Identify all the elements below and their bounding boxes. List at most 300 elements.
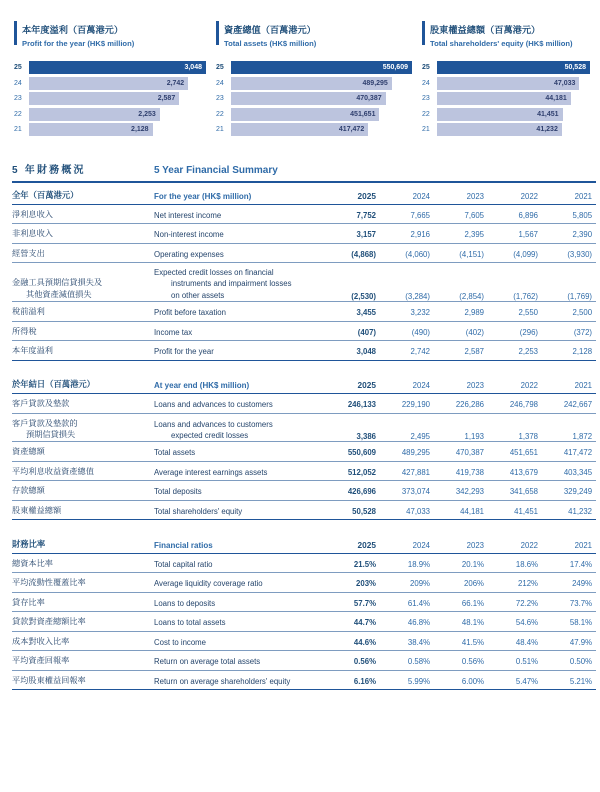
bar-track <box>437 61 590 74</box>
data-cell: 426,696 <box>326 481 380 501</box>
year-column-header: 2025 <box>326 183 380 205</box>
row-label-zh-cell <box>12 224 154 244</box>
bar-row <box>216 61 412 74</box>
data-cell: 50,528 <box>326 500 380 520</box>
data-cell: 54.6% <box>488 612 542 632</box>
bar-fill <box>29 61 206 74</box>
data-cell: 2,916 <box>380 224 434 244</box>
bar-track <box>231 77 412 90</box>
row-label-en-cell <box>154 670 326 690</box>
data-cell: 3,386 <box>326 413 380 442</box>
data-cell: 6.00% <box>434 670 488 690</box>
row-label-en-cell <box>154 321 326 341</box>
bar-year-label: 25 <box>14 64 22 72</box>
table-row <box>12 670 596 690</box>
table-row <box>12 413 596 442</box>
table-row <box>12 553 596 573</box>
chart-header <box>418 20 590 49</box>
data-cell: 3,048 <box>326 341 380 361</box>
row-label-zh-cell <box>12 302 154 322</box>
bar-fill <box>437 108 563 121</box>
row-label-zh: 所得稅 <box>12 326 37 336</box>
table-row <box>12 500 596 520</box>
data-cell: 41.5% <box>434 631 488 651</box>
bar-year-label: 23 <box>422 95 430 103</box>
charts-row <box>0 0 600 139</box>
table-row <box>12 302 596 322</box>
data-cell: (296) <box>488 321 542 341</box>
data-cell: (2,854) <box>434 263 488 302</box>
table-row <box>12 461 596 481</box>
data-cell: 203% <box>326 573 380 593</box>
table-row <box>12 631 596 651</box>
data-cell: (407) <box>326 321 380 341</box>
year-column-header: 2022 <box>488 532 542 554</box>
bar-row <box>216 108 412 121</box>
row-label-zh-cell <box>12 413 154 442</box>
accent-bar-icon <box>422 21 425 45</box>
bar-value-label: 41,232 <box>536 126 558 134</box>
row-label-zh-cell <box>12 243 154 263</box>
row-label-zh-cell <box>12 263 154 302</box>
data-cell: 342,293 <box>434 481 488 501</box>
bar-value-label: 550,609 <box>382 64 408 72</box>
row-label-zh <box>12 418 154 442</box>
data-cell: 512,052 <box>326 461 380 481</box>
data-cell: 419,738 <box>434 461 488 481</box>
data-cell: 18.9% <box>380 553 434 573</box>
row-label-zh-line: 客戶貸款及墊款的 <box>12 418 78 428</box>
bar-row <box>422 92 590 105</box>
row-label-zh: 稅前溢利 <box>12 307 45 316</box>
data-cell: 48.1% <box>434 612 488 632</box>
section-spacer <box>12 520 596 532</box>
data-cell: 38.4% <box>380 631 434 651</box>
row-label-en: Return on average shareholders' equity <box>154 676 291 686</box>
year-column-header: 2025 <box>326 372 380 394</box>
chart-header <box>10 20 206 49</box>
row-label-en: Loans to deposits <box>154 598 216 608</box>
data-cell: 2,395 <box>434 224 488 244</box>
data-cell: 2,253 <box>488 341 542 361</box>
data-cell: 3,232 <box>380 302 434 322</box>
table-row <box>12 321 596 341</box>
row-label-zh: 存款總額 <box>12 486 45 496</box>
data-cell: 5,805 <box>542 204 596 224</box>
bar-row <box>14 92 206 105</box>
chart-1 <box>10 20 206 139</box>
bar-group <box>10 61 206 136</box>
data-cell: 5.47% <box>488 670 542 690</box>
row-label-zh-line: 其他資產減值損失 <box>26 290 92 300</box>
row-label-en-line: expected credit losses <box>171 430 249 440</box>
data-cell: 212% <box>488 573 542 593</box>
row-label-en-cell <box>154 500 326 520</box>
bar-year-label: 25 <box>422 64 430 72</box>
bar-track <box>231 108 412 121</box>
bar-track <box>231 92 412 105</box>
data-cell: 2,500 <box>542 302 596 322</box>
row-label-zh: 非利息收入 <box>12 229 53 239</box>
row-label-zh: 本年度溢利 <box>12 346 53 355</box>
data-cell: (4,099) <box>488 243 542 263</box>
row-label-zh: 資產總額 <box>12 447 45 457</box>
bar-value-label: 50,528 <box>564 64 586 72</box>
row-label-en: Profit before taxation <box>154 308 226 317</box>
data-cell: 329,249 <box>542 481 596 501</box>
bar-row <box>14 123 206 136</box>
data-cell: 3,455 <box>326 302 380 322</box>
bar-track <box>231 123 412 136</box>
row-label-zh-cell <box>12 481 154 501</box>
bar-value-label: 2,253 <box>138 110 156 118</box>
bar-fill <box>437 123 562 136</box>
bar-year-label: 23 <box>216 95 224 103</box>
table-row <box>12 481 596 501</box>
data-cell: 0.56% <box>434 651 488 671</box>
chart-title-group <box>224 20 316 49</box>
data-cell: 206% <box>434 573 488 593</box>
row-label-en-cell <box>154 394 326 414</box>
row-label-zh <box>12 277 154 301</box>
row-label-en-cell <box>154 461 326 481</box>
row-label-en-cell <box>154 442 326 462</box>
page-title-row <box>12 161 596 180</box>
section-header-zh: 財務比率 <box>12 532 154 554</box>
data-cell: 1,567 <box>488 224 542 244</box>
row-label-en-cell <box>154 651 326 671</box>
bar-fill <box>437 92 571 105</box>
data-cell: 58.1% <box>542 612 596 632</box>
accent-bar-icon <box>216 21 219 45</box>
row-label-en: Total assets <box>154 448 196 458</box>
year-column-header: 2023 <box>434 532 488 554</box>
data-cell: 373,074 <box>380 481 434 501</box>
bar-value-label: 47,033 <box>553 79 576 87</box>
data-cell: 0.58% <box>380 651 434 671</box>
bar-track <box>437 77 590 90</box>
chart-3 <box>418 20 590 139</box>
row-label-zh: 淨利息收入 <box>12 209 53 219</box>
bar-row <box>216 77 412 90</box>
chart-title-en: Total assets (HK$ million) <box>224 39 317 49</box>
bar-row <box>216 123 412 136</box>
data-cell: 47,033 <box>380 500 434 520</box>
bar-value-label: 2,128 <box>131 126 149 134</box>
year-column-header: 2021 <box>542 532 596 554</box>
year-column-header: 2021 <box>542 372 596 394</box>
chart-header <box>212 20 412 49</box>
data-cell: 44,181 <box>434 500 488 520</box>
table-row <box>12 204 596 224</box>
chart-title-zh: 資產總值（百萬港元） <box>224 25 316 35</box>
data-cell: 246,798 <box>488 394 542 414</box>
bar-fill <box>29 92 179 105</box>
data-cell: 57.7% <box>326 592 380 612</box>
year-column-header: 2024 <box>380 532 434 554</box>
bar-track <box>29 61 206 74</box>
row-label-en: Total capital ratio <box>154 559 213 569</box>
data-cell: 6,896 <box>488 204 542 224</box>
bar-row <box>14 77 206 90</box>
bar-fill <box>437 61 590 74</box>
row-label-en-cell <box>154 413 326 442</box>
bar-row <box>14 61 206 74</box>
page-title-zh: 5 年財務概況 <box>12 164 86 176</box>
bar-row <box>422 123 590 136</box>
data-cell: 427,881 <box>380 461 434 481</box>
bar-track <box>29 108 206 121</box>
section-header-row <box>12 532 596 554</box>
data-cell: 5.21% <box>542 670 596 690</box>
chart-title-group <box>430 20 573 49</box>
row-label-en: Non-interest income <box>154 230 224 240</box>
row-label-en-line: Loans and advances to customers <box>154 419 273 429</box>
bar-year-label: 22 <box>14 110 22 118</box>
row-label-en <box>154 267 326 301</box>
data-cell: 3,157 <box>326 224 380 244</box>
page-title-en: 5 Year Financial Summary <box>154 164 278 176</box>
year-column-header: 2023 <box>434 372 488 394</box>
bar-row <box>422 77 590 90</box>
accent-bar-icon <box>14 21 17 45</box>
bar-year-label: 24 <box>422 79 430 87</box>
row-label-zh-line: 金融工具預期信貸損失及 <box>12 278 103 288</box>
data-cell: 249% <box>542 573 596 593</box>
row-label-zh: 貸款對資產總額比率 <box>12 617 86 627</box>
chart-title-en: Profit for the year (HK$ million) <box>22 39 135 49</box>
bar-fill <box>231 61 412 74</box>
row-label-en: Profit for the year <box>154 347 214 356</box>
data-cell: 44.7% <box>326 612 380 632</box>
year-column-header: 2023 <box>434 183 488 205</box>
row-label-en-cell <box>154 481 326 501</box>
year-column-header: 2024 <box>380 372 434 394</box>
data-cell: 1,378 <box>488 413 542 442</box>
data-cell: 451,651 <box>488 442 542 462</box>
row-label-zh-line: 預期信貸損失 <box>26 430 76 440</box>
data-cell: 0.50% <box>542 651 596 671</box>
data-cell: 2,742 <box>380 341 434 361</box>
section-header-row <box>12 183 596 205</box>
row-label-zh-cell <box>12 442 154 462</box>
data-cell: 341,658 <box>488 481 542 501</box>
year-column-header: 2025 <box>326 532 380 554</box>
bar-year-label: 21 <box>14 126 22 134</box>
data-cell: (1,769) <box>542 263 596 302</box>
row-label-zh: 經營支出 <box>12 248 45 258</box>
row-label-en: Net interest income <box>154 210 222 220</box>
row-label-en-cell <box>154 243 326 263</box>
bar-fill <box>231 108 379 121</box>
row-label-en: Average interest earnings assets <box>154 467 268 477</box>
row-label-en-cell <box>154 263 326 302</box>
data-cell: (3,284) <box>380 263 434 302</box>
bar-year-label: 21 <box>422 126 430 134</box>
row-label-en <box>154 419 326 442</box>
row-label-en-cell <box>154 553 326 573</box>
bar-fill <box>29 108 160 121</box>
data-cell: (4,868) <box>326 243 380 263</box>
bar-value-label: 41,451 <box>537 110 559 118</box>
data-cell: 2,390 <box>542 224 596 244</box>
data-cell: 246,133 <box>326 394 380 414</box>
row-label-zh: 平均股東權益回報率 <box>12 675 86 685</box>
data-cell: 403,345 <box>542 461 596 481</box>
row-label-en-cell <box>154 302 326 322</box>
data-cell: 7,752 <box>326 204 380 224</box>
row-label-zh-cell <box>12 461 154 481</box>
row-label-zh-cell <box>12 321 154 341</box>
table-row <box>12 651 596 671</box>
year-column-header: 2022 <box>488 183 542 205</box>
section-header-row <box>12 372 596 394</box>
financial-summary-table <box>12 161 596 691</box>
data-cell: 6.16% <box>326 670 380 690</box>
data-cell: 226,286 <box>434 394 488 414</box>
row-label-zh-cell <box>12 651 154 671</box>
data-cell: 73.7% <box>542 592 596 612</box>
data-cell: 17.4% <box>542 553 596 573</box>
data-cell: (4,151) <box>434 243 488 263</box>
bar-fill <box>29 77 188 90</box>
row-label-zh-cell <box>12 341 154 361</box>
bar-year-label: 22 <box>216 110 224 118</box>
row-label-zh-cell <box>12 204 154 224</box>
table-row <box>12 263 596 302</box>
data-cell: 46.8% <box>380 612 434 632</box>
row-label-en-line: on other assets <box>171 290 225 300</box>
bar-value-label: 44,181 <box>545 95 567 103</box>
row-label-en-cell <box>154 592 326 612</box>
table-row <box>12 243 596 263</box>
chart-title-zh: 本年度溢利（百萬港元） <box>22 25 124 35</box>
section-header-zh: 於年結日（百萬港元） <box>12 372 154 394</box>
data-cell: (4,060) <box>380 243 434 263</box>
bar-value-label: 451,651 <box>350 110 376 118</box>
row-label-en: Total shareholders' equity <box>154 506 243 516</box>
data-cell: (372) <box>542 321 596 341</box>
data-cell: (3,930) <box>542 243 596 263</box>
table-row <box>12 442 596 462</box>
data-cell: 1,872 <box>542 413 596 442</box>
bar-track <box>437 92 590 105</box>
row-label-zh: 客戶貸款及墊款 <box>12 399 70 408</box>
data-cell: (1,762) <box>488 263 542 302</box>
row-label-en: Operating expenses <box>154 249 224 259</box>
row-label-en-line: instruments and impairment losses <box>171 279 292 289</box>
row-label-zh: 總資本比率 <box>12 558 53 568</box>
section-header-en: At year end (HK$ million) <box>154 372 326 394</box>
bar-track <box>437 108 590 121</box>
table-row <box>12 224 596 244</box>
data-cell: 18.6% <box>488 553 542 573</box>
data-cell: 48.4% <box>488 631 542 651</box>
bar-value-label: 3,048 <box>184 64 202 72</box>
row-label-zh: 平均資產回報率 <box>12 656 70 666</box>
data-cell: 413,679 <box>488 461 542 481</box>
data-cell: 44.6% <box>326 631 380 651</box>
data-cell: 0.56% <box>326 651 380 671</box>
row-label-zh: 平均利息收益資產總值 <box>12 466 94 476</box>
bar-group <box>418 61 590 136</box>
table-row <box>12 612 596 632</box>
bar-fill <box>437 77 579 90</box>
data-cell: 417,472 <box>542 442 596 462</box>
data-cell: 470,387 <box>434 442 488 462</box>
bar-year-label: 24 <box>216 79 224 87</box>
bar-year-label: 22 <box>422 110 430 118</box>
data-cell: 1,193 <box>434 413 488 442</box>
data-cell: 72.2% <box>488 592 542 612</box>
data-cell: 2,989 <box>434 302 488 322</box>
data-cell: 41,451 <box>488 500 542 520</box>
row-label-en: Average liquidity coverage ratio <box>154 579 263 589</box>
data-cell: 2,587 <box>434 341 488 361</box>
section-spacer <box>12 360 596 372</box>
year-column-header: 2021 <box>542 183 596 205</box>
row-label-zh-cell <box>12 612 154 632</box>
table-row <box>12 341 596 361</box>
spacer <box>12 520 596 532</box>
bar-track <box>437 123 590 136</box>
bar-value-label: 489,295 <box>362 79 388 87</box>
data-cell: 489,295 <box>380 442 434 462</box>
data-cell: (490) <box>380 321 434 341</box>
bar-year-label: 23 <box>14 95 22 103</box>
data-cell: 229,190 <box>380 394 434 414</box>
bar-row <box>422 61 590 74</box>
data-cell: 47.9% <box>542 631 596 651</box>
data-cell: 550,609 <box>326 442 380 462</box>
data-cell: (402) <box>434 321 488 341</box>
data-cell: 5.99% <box>380 670 434 690</box>
data-cell: 242,667 <box>542 394 596 414</box>
row-label-zh-cell <box>12 500 154 520</box>
row-label-zh: 股東權益總額 <box>12 505 62 515</box>
data-cell: 66.1% <box>434 592 488 612</box>
year-column-header: 2024 <box>380 183 434 205</box>
bar-track <box>231 61 412 74</box>
row-label-zh-cell <box>12 394 154 414</box>
data-cell: 7,665 <box>380 204 434 224</box>
data-cell: 61.4% <box>380 592 434 612</box>
row-label-zh-cell <box>12 592 154 612</box>
chart-title-en: Total shareholders' equity (HK$ million) <box>430 39 573 49</box>
row-label-en-cell <box>154 204 326 224</box>
bar-value-label: 2,587 <box>157 95 176 103</box>
bar-year-label: 25 <box>216 64 224 72</box>
bar-year-label: 24 <box>14 79 22 87</box>
data-cell: 41,232 <box>542 500 596 520</box>
spacer <box>12 360 596 372</box>
row-label-zh-cell <box>12 553 154 573</box>
data-cell: 7,605 <box>434 204 488 224</box>
table-row <box>12 592 596 612</box>
data-cell: 2,495 <box>380 413 434 442</box>
bar-fill <box>231 92 386 105</box>
bar-row <box>216 92 412 105</box>
row-label-en-cell <box>154 631 326 651</box>
row-label-zh: 平均流動性覆蓋比率 <box>12 578 86 588</box>
table-row <box>12 573 596 593</box>
row-label-zh: 成本對收入比率 <box>12 636 70 646</box>
bar-group <box>212 61 412 136</box>
bar-row <box>422 108 590 121</box>
bar-value-label: 417,472 <box>338 126 365 134</box>
bar-track <box>29 77 206 90</box>
data-cell: 0.51% <box>488 651 542 671</box>
